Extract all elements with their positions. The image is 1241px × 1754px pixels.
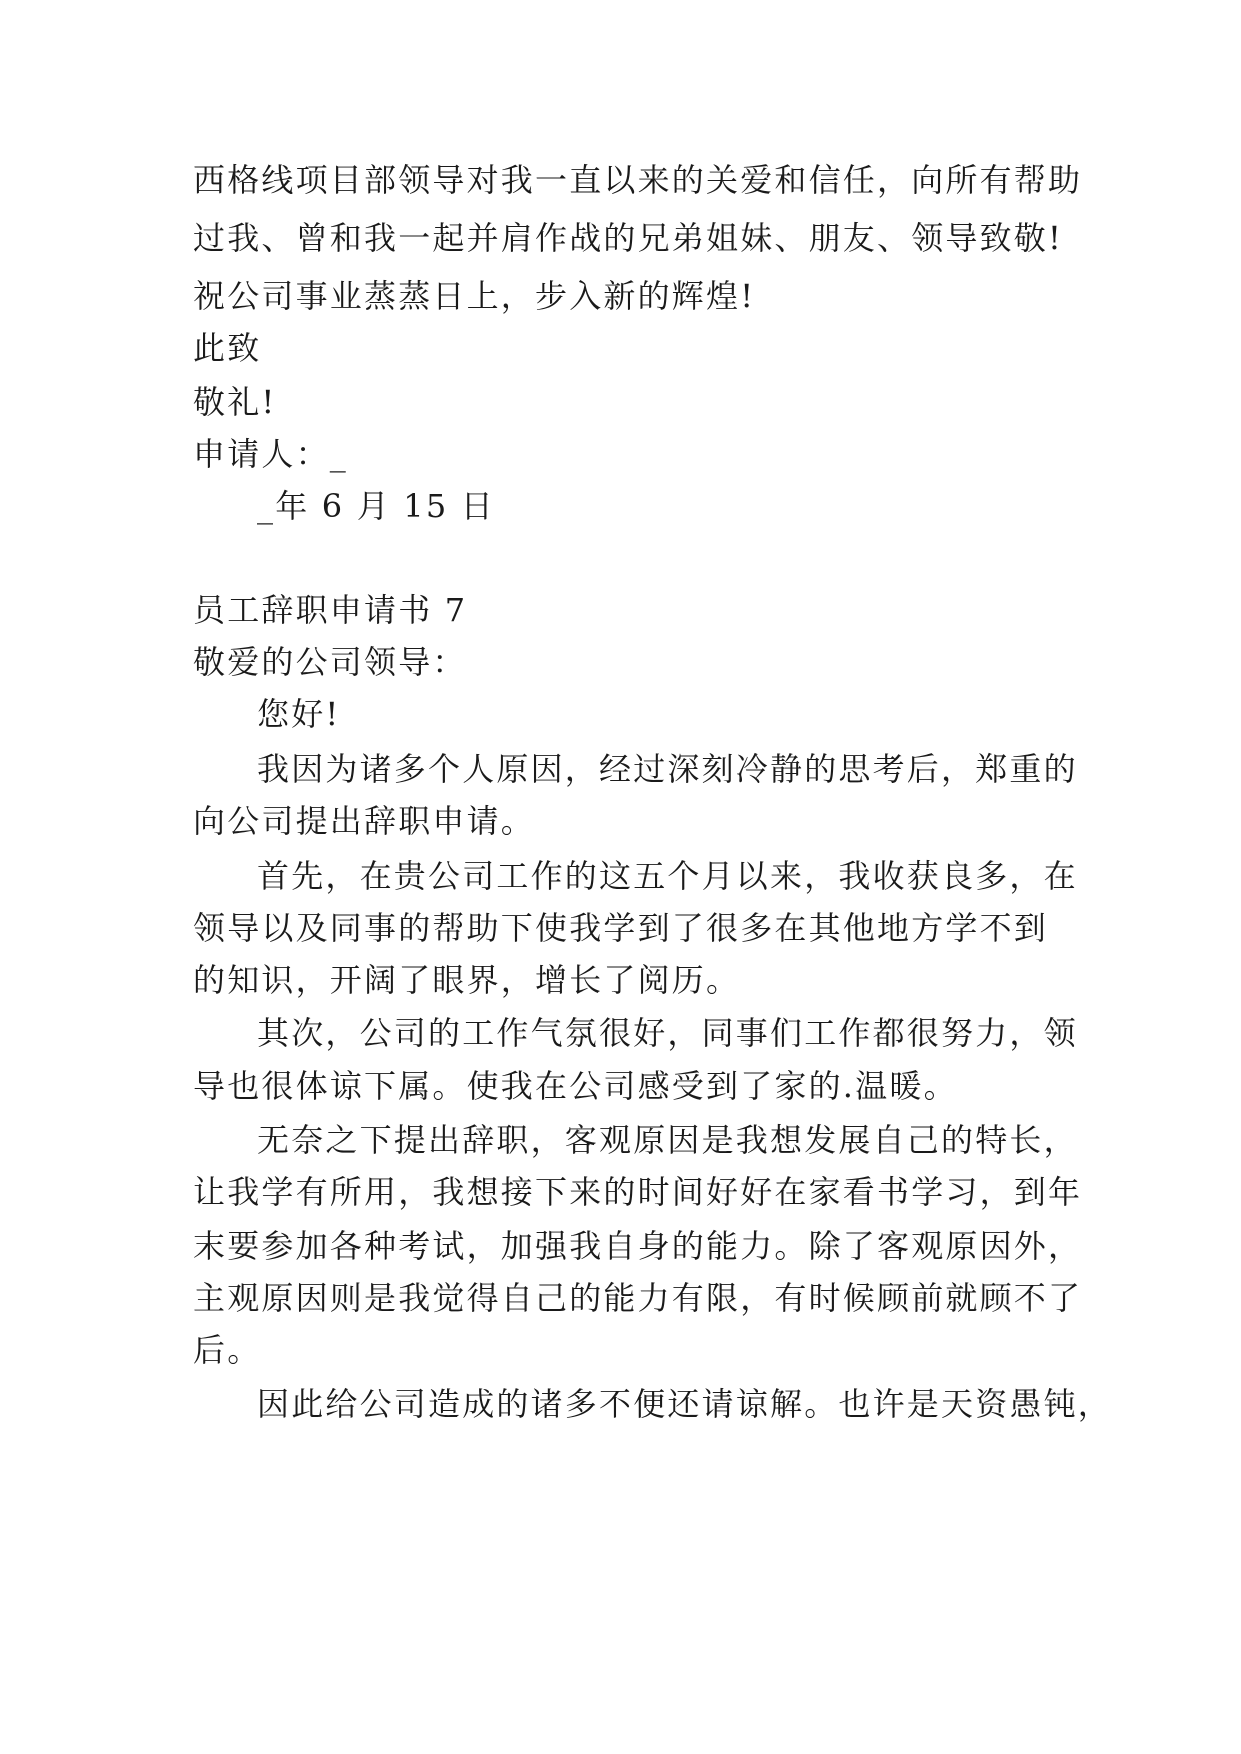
greeting-addressee: 敬爱的公司领导： (193, 643, 467, 681)
text-line: 主观原因则是我觉得自己的能力有限，有时候顾前就顾不了 (193, 1279, 1083, 1317)
text-line: 其次，公司的工作气氛很好，同事们工作都很努力，领 (257, 1014, 1078, 1052)
text-line: 我因为诸多个人原因，经过深刻冷静的思考后，郑重的 (257, 750, 1078, 788)
text-line: 领导以及同事的帮助下使我学到了很多在其他地方学不到 (193, 909, 1049, 947)
salutation-line: 敬礼! (193, 383, 277, 421)
text-line: 祝公司事业蒸蒸日上，步入新的辉煌! (193, 277, 756, 315)
greeting-line: 您好! (257, 695, 341, 733)
text-line: 向公司提出辞职申请。 (193, 802, 536, 840)
text-line: 的知识，开阔了眼界，增长了阅历。 (193, 961, 741, 999)
text-line: 末要参加各种考试，加强我自身的能力。除了客观原因外， (193, 1227, 1083, 1265)
text-line: 首先，在贵公司工作的这五个月以来，我收获良多，在 (257, 857, 1078, 895)
applicant-line: 申请人：_ (193, 435, 349, 473)
date-line: _年 6 月 15 日 (257, 487, 495, 525)
text-line: 西格线项目部领导对我一直以来的关爱和信任，向所有帮助 (193, 161, 1083, 199)
closing-line: 此致 (193, 329, 262, 367)
text-line: 后。 (193, 1331, 262, 1369)
text-line: 因此给公司造成的诸多不便还请谅解。也许是天资愚钝， (257, 1385, 1113, 1423)
text-line: 过我、曾和我一起并肩作战的兄弟姐妹、朋友、领导致敬! (193, 219, 1064, 257)
section-title: 员工辞职申请书 7 (193, 591, 468, 629)
text-line: 无奈之下提出辞职，客观原因是我想发展自己的特长， (257, 1121, 1078, 1159)
text-line: 导也很体谅下属。使我在公司感受到了家的.温暖。 (193, 1067, 958, 1105)
text-line: 让我学有所用，我想接下来的时间好好在家看书学习，到年 (193, 1173, 1083, 1211)
